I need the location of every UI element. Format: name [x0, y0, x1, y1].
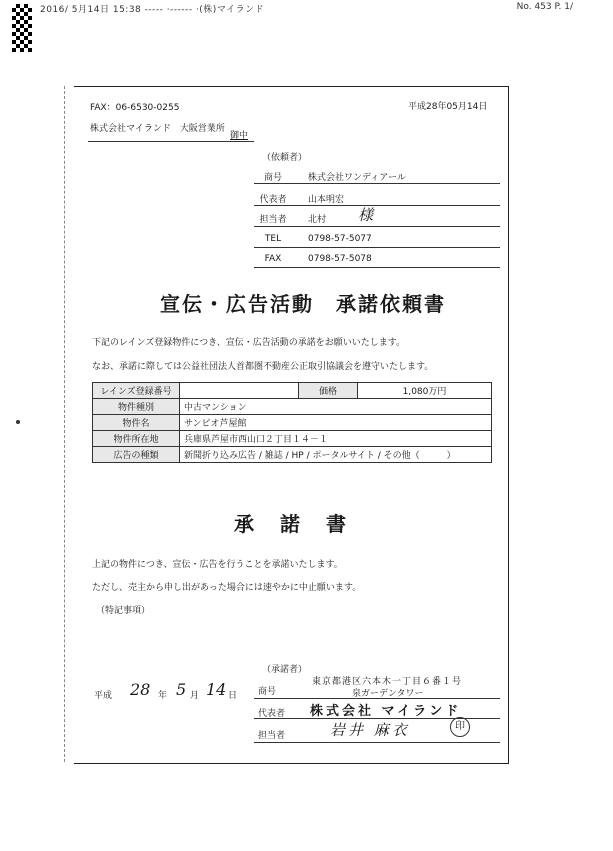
recipient-honorific: 御中 [230, 131, 249, 141]
seal-stamp: 印 [450, 717, 470, 737]
consent-paragraph-1: 上記の物件につき、宣伝・広告を行うことを承諾いたします。 [92, 560, 343, 570]
requester-line [254, 226, 500, 227]
requester-line [254, 267, 500, 268]
consent-paragraph-2: ただし、売主から申し出があった場合には速やかに中止願います。 [92, 583, 362, 593]
table-row [93, 399, 492, 415]
document-title: 宣伝・広告活動 承諾依頼書 [160, 292, 446, 316]
reins-label: レインズ登録番号 [93, 383, 180, 399]
recipient-underline [88, 141, 254, 142]
fax-page-info: No. 453 P. 1/ [516, 2, 573, 12]
fax-number: FAX：06-6530-0255 [90, 103, 180, 113]
table-row [93, 383, 492, 399]
request-paragraph-1: 下記のレインズ登録物件につき、宣伝・広告活動の承諾をお願いいたします。 [92, 338, 406, 348]
approval-day-unit: 日 [228, 691, 238, 701]
approver-address-label: 商号 [258, 687, 277, 697]
requester-label-contact: 担当者 [259, 215, 287, 225]
sheet-left-edge [64, 86, 66, 762]
approval-year: 28 [130, 680, 151, 699]
punch-mark [16, 420, 20, 424]
property-table [92, 382, 492, 463]
requester-contact: 北村 [308, 215, 327, 225]
recipient-company: 株式会社マイランド 大阪営業所 [90, 124, 225, 134]
fax-header: 2016/ 5月14日 15:38 ----- ·------ ·(株)マイランド [40, 5, 265, 15]
price-label: 価格 [299, 383, 358, 399]
requester-company: 株式会社ワンディアール [308, 173, 406, 183]
approver-section-label: （承諾者） [262, 665, 308, 675]
requester-fax: 0798-57-5078 [308, 254, 372, 264]
table-row [93, 431, 492, 447]
property-name-value: サンピオ芦屋館 [180, 415, 492, 431]
approver-building: 泉ガーデンタワー [352, 689, 424, 699]
approval-era: 平成 [94, 691, 113, 701]
approver-line [254, 742, 500, 743]
requester-tel: 0798-57-5077 [308, 234, 372, 244]
request-paragraph-2: なお、承諾に際しては公益社団法人首都圏不動産公正取引協議会を遵守いたします。 [92, 362, 434, 372]
property-type-value: 中古マンション [180, 399, 492, 415]
property-address-label: 物件所在地 [93, 431, 180, 447]
approval-month: 5 [176, 680, 187, 699]
approver-person-signature: 岩井 麻衣 [330, 721, 410, 739]
requester-rep: 山本明宏 [308, 195, 345, 205]
approver-rep-label: 代表者 [258, 709, 286, 719]
requester-label-company: 商号 [263, 173, 282, 183]
requester-line [254, 183, 500, 184]
table-row [93, 415, 492, 431]
requester-label-tel: TEL [264, 234, 282, 244]
document-date: 平成28年05月14日 [408, 102, 488, 112]
requester-label-rep: 代表者 [259, 195, 287, 205]
property-address-value: 兵庫県芦屋市西山口２丁目１４－１ [180, 431, 492, 447]
special-notes-label: （特記事項） [96, 606, 151, 616]
approver-line [254, 698, 500, 699]
price-value: 1,080万円 [358, 383, 492, 399]
requester-line [254, 247, 500, 248]
ad-type-value: 新聞折り込み広告 / 雑誌 / HP / ポータルサイト / その他（ ） [180, 447, 492, 463]
approval-day: 14 [206, 680, 227, 699]
approval-month-unit: 月 [190, 691, 200, 701]
requester-label-fax: FAX [264, 254, 282, 264]
approver-address: 東京都港区六本木一丁目６番１号 [312, 677, 463, 687]
requester-contact-honorific: 様 [358, 206, 374, 224]
approver-company: 株式会社 マイランド [310, 704, 462, 719]
property-name-label: 物件名 [93, 415, 180, 431]
approver-person-label: 担当者 [258, 731, 286, 741]
fax-marker-pattern [12, 4, 32, 52]
requester-section-label: （依頼者） [262, 153, 308, 163]
property-type-label: 物件種別 [93, 399, 180, 415]
approval-year-unit: 年 [158, 691, 168, 701]
requester-line [254, 205, 500, 206]
reins-value [180, 383, 299, 399]
table-row [93, 447, 492, 463]
ad-type-label: 広告の種類 [93, 447, 180, 463]
consent-title: 承諾書 [234, 512, 372, 536]
